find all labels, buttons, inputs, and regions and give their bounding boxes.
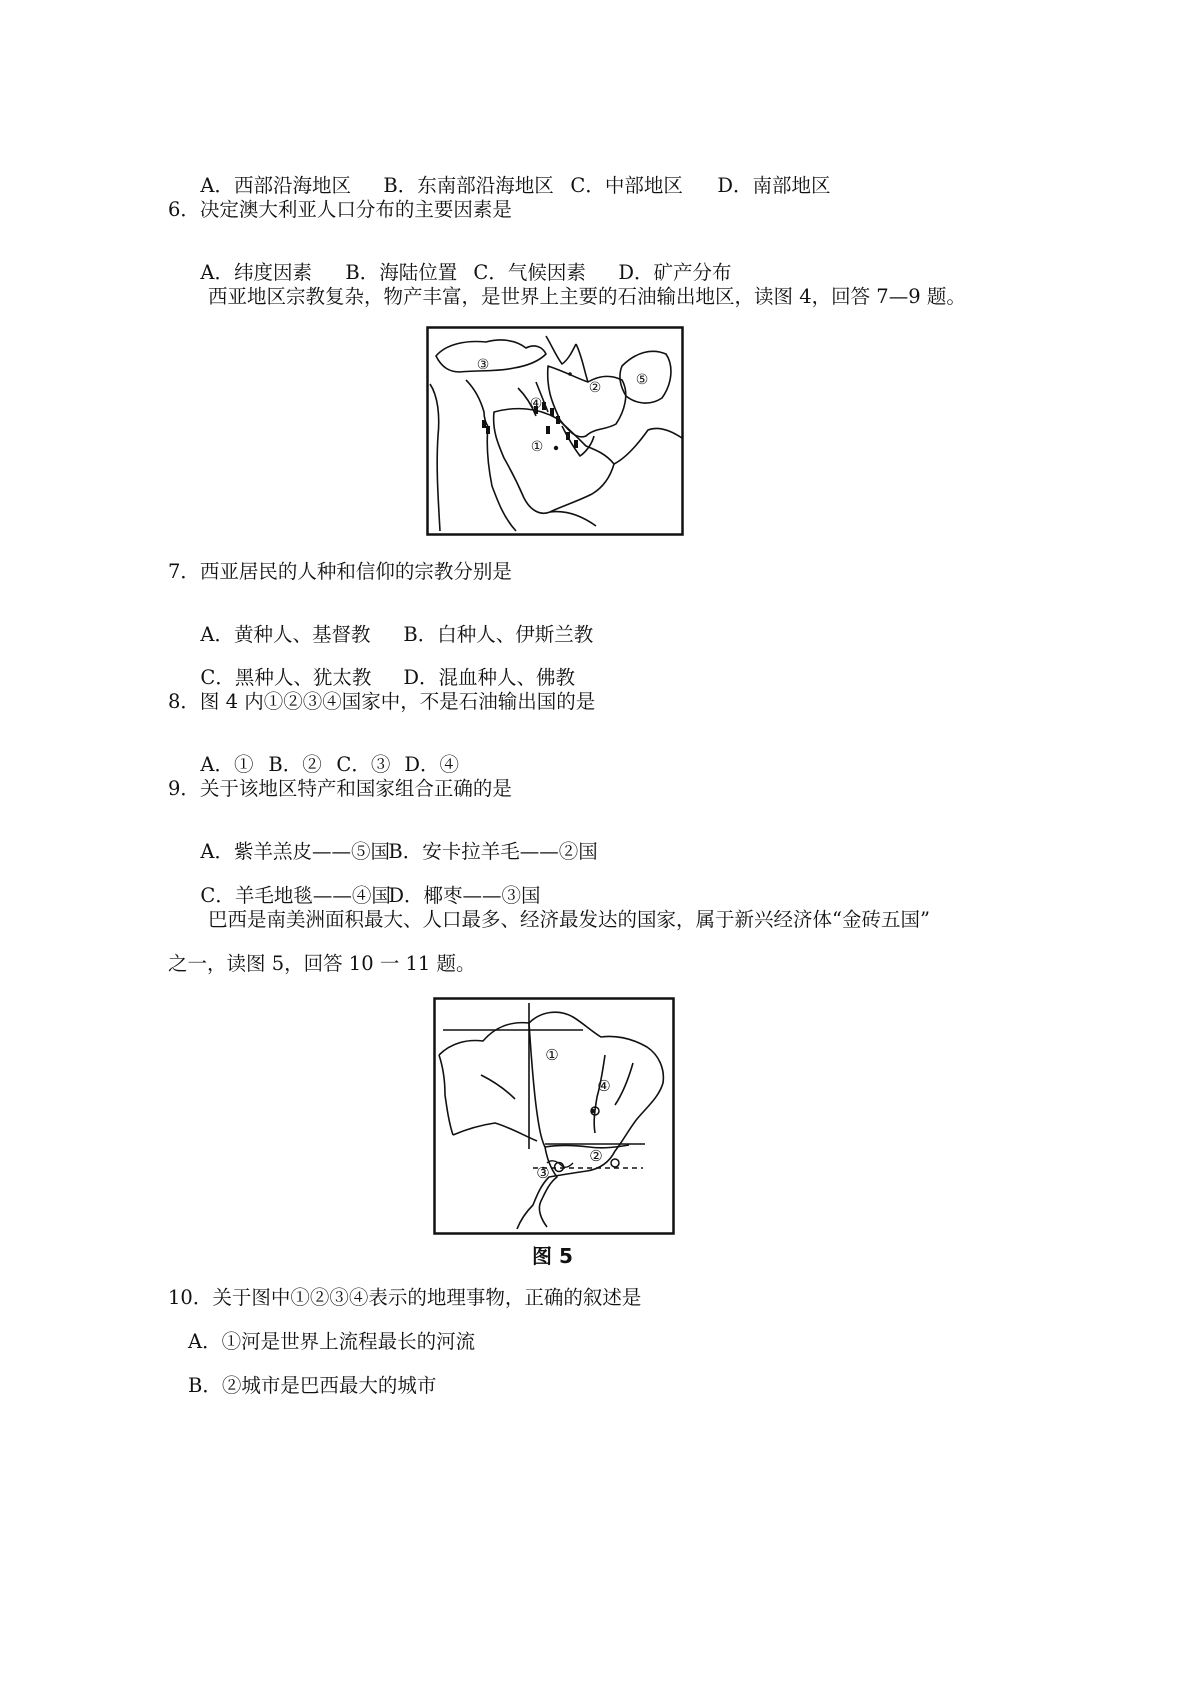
q9-option-d: D．椰枣——③国 — [388, 883, 541, 907]
q6-option-c: C．气候因素 — [473, 260, 586, 284]
q7-option-b: B．白种人、伊斯兰教 — [403, 622, 594, 646]
intro-brazil-line1: 巴西是南美洲面积最大、人口最多、经济最发达的国家，属于新兴经济体“金砖五国” — [208, 908, 930, 931]
q10-stem: 10．关于图中①②③④表示的地理事物，正确的叙述是 — [168, 1286, 642, 1309]
fig5-label-3: ③ — [536, 1164, 550, 1182]
q10-option-a: A．①河是世界上流程最长的河流 — [188, 1330, 476, 1353]
q8-option-a: A．① — [200, 752, 254, 776]
q8-option-b: B．② — [268, 752, 322, 776]
fig4-label-4: ④ — [529, 396, 543, 412]
q5-option-d: D．南部地区 — [717, 173, 831, 197]
intro-west-asia: 西亚地区宗教复杂，物产丰富，是世界上主要的石油输出地区，读图 4，回答 7—9 题。 — [208, 285, 966, 308]
q7-stem: 7．西亚居民的人种和信仰的宗教分别是 — [168, 560, 512, 583]
q7-option-c: C．黑种人、犹太教 — [200, 665, 372, 689]
q9-options-row1 — [188, 822, 598, 861]
figure-5-caption: 图 5 — [532, 1244, 573, 1268]
figure-5-brazil-map — [433, 997, 675, 1235]
q5-option-b: B．东南部沿海地区 — [383, 173, 554, 197]
q8-option-d: D．④ — [404, 752, 460, 776]
fig5-label-1: ① — [545, 1046, 559, 1064]
q6-option-b: B．海陆位置 — [345, 260, 458, 284]
fig5-label-4: ④ — [597, 1077, 611, 1095]
q9-options-row2 — [188, 866, 541, 905]
q6-option-a: A．纬度因素 — [200, 260, 312, 284]
q9-stem: 9．关于该地区特产和国家组合正确的是 — [168, 777, 512, 800]
q7-options-row2 — [188, 648, 575, 687]
q6-options — [188, 243, 732, 282]
q6-option-d: D．矿产分布 — [618, 260, 732, 284]
q6-stem: 6．决定澳大利亚人口分布的主要因素是 — [168, 198, 512, 221]
q8-option-c: C．③ — [336, 752, 391, 776]
q5-option-c: C．中部地区 — [570, 173, 683, 197]
q10-option-b: B．②城市是巴西最大的城市 — [188, 1374, 437, 1397]
q8-options — [188, 735, 459, 774]
fig4-label-1: ① — [530, 439, 544, 455]
fig5-label-2: ② — [589, 1147, 603, 1165]
intro-brazil-line2: 之一，读图 5，回答 10 一 11 题。 — [168, 952, 476, 975]
fig4-label-3: ③ — [476, 357, 490, 373]
fig4-label-5: ⑤ — [635, 372, 649, 388]
fig4-label-2: ② — [588, 380, 602, 396]
q7-options-row1 — [188, 605, 593, 644]
q7-option-a: A．黄种人、基督教 — [200, 622, 371, 646]
q8-stem: 8．图 4 内①②③④国家中，不是石油输出国的是 — [168, 690, 596, 713]
q5-option-a: A．西部沿海地区 — [200, 173, 351, 197]
q7-option-d: D．混血种人、佛教 — [403, 665, 576, 689]
q9-option-c: C．羊毛地毯——④国 — [200, 883, 391, 907]
q9-option-a: A．紫羊羔皮——⑤国 — [200, 839, 390, 863]
q5-options — [188, 156, 831, 195]
q9-option-b: B．安卡拉羊毛——②国 — [388, 839, 598, 863]
figure-4-west-asia-map — [426, 326, 684, 536]
